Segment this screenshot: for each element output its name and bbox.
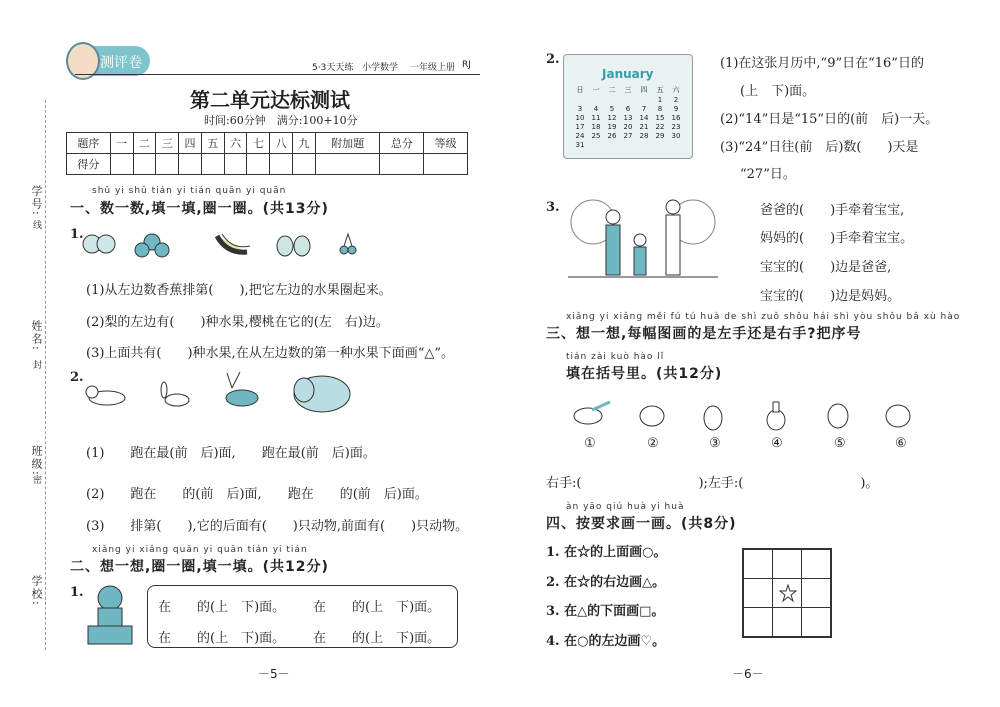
score-header-cell: 等级: [424, 133, 468, 154]
stacked-shapes-icon: [84, 584, 136, 646]
score-header-cell: 八: [270, 133, 293, 154]
calendar-title: January: [602, 67, 654, 81]
right-q2-item-2: (2)“14”日是“15”日的(前 后)一天。: [720, 112, 939, 127]
section1-title: 一、数一数,填一填,圈一圈。(共13分): [70, 201, 329, 217]
score-cell[interactable]: [201, 154, 224, 175]
hand-label-6: ⑥: [895, 436, 907, 451]
score-cell[interactable]: [424, 154, 468, 175]
score-cell[interactable]: [179, 154, 202, 175]
score-header-cell: 一: [110, 133, 133, 154]
score-cell[interactable]: [110, 154, 133, 175]
score-header-cell: 五: [201, 133, 224, 154]
seal-mark-seal: 封: [31, 360, 41, 371]
banana-icon: [217, 234, 250, 252]
section4-item-4: 4. 在○的左边画♡。: [546, 634, 666, 649]
rabbit-icon: [161, 382, 189, 406]
right-q3-number: 3.: [546, 200, 560, 215]
score-header-cell: 四: [179, 133, 202, 154]
class-label: 班级:: [30, 445, 43, 477]
right-q2-number: 2.: [546, 52, 560, 67]
right-q3-item-3: 宝宝的( )边是爸爸,: [760, 260, 892, 275]
box-item-4: 在 的(上 下)面。: [313, 631, 441, 646]
pear-icon: [277, 236, 310, 256]
hand-label-2: ②: [647, 436, 659, 451]
score-row-label: 得分: [67, 154, 111, 175]
score-cell[interactable]: [293, 154, 316, 175]
school-label: 学校:: [30, 575, 43, 607]
section4-pinyin: àn yāo qiú huà yi huà: [566, 502, 685, 512]
calendar: [563, 54, 693, 159]
score-header-cell: 七: [247, 133, 270, 154]
q1-item-2: (2)梨的左边有( )种水果,樱桃在它的(左 右)边。: [86, 315, 389, 330]
score-cell[interactable]: [133, 154, 156, 175]
hand-writing-icon: [574, 402, 610, 424]
hand-row: [570, 398, 920, 434]
section2-q1-number: 1.: [70, 585, 84, 600]
fist-icon: [886, 405, 910, 427]
score-header-cell: 九: [293, 133, 316, 154]
elephant-icon: [294, 376, 350, 412]
section4-item-2: 2. 在☆的右边画△。: [546, 575, 666, 590]
series-label: 5·3天天练: [312, 63, 354, 73]
hand-answer: 右手:( );左手:( )。: [546, 476, 879, 491]
q2-item-2: (2) 跑在 的(前 后)面, 跑在 的(前 后)面。: [86, 487, 428, 502]
box-item-2: 在 的(上 下)面。: [313, 600, 441, 615]
section4-item-3: 3. 在△的下面画□。: [546, 604, 665, 619]
seal-mark-line: 线: [31, 220, 41, 231]
hand-label-3: ③: [709, 436, 721, 451]
page-number-right: －6－: [732, 667, 764, 681]
badge-text: 测评卷: [100, 55, 142, 71]
section3-title-2: 填在括号里。(共12分): [566, 366, 723, 382]
score-header-cell: 六: [224, 133, 247, 154]
page-number-left: －5－: [258, 667, 290, 681]
grade-label: 一年级上册: [410, 63, 456, 73]
edition-label: RJ: [462, 60, 471, 70]
q1-number: 1.: [70, 227, 84, 242]
q2-item-3: (3) 排第( ),它的后面有( )只动物,前面有( )只动物。: [86, 519, 469, 534]
hand-point-icon: [640, 406, 664, 426]
q2-item-1: (1) 跑在最(前 后)面, 跑在最(前 后)面。: [86, 446, 376, 461]
section3-pinyin: xiǎng yi xiǎng měi fú tú huà de shì zuǒ shǒu hái shì yòu shǒu bǎ xù hào: [566, 312, 961, 322]
hand-down-icon: [828, 404, 848, 428]
right-q3-item-1: 爸爸的( )手牵着宝宝,: [760, 203, 905, 218]
box-item-1: 在 的(上 下)面。: [158, 600, 286, 615]
section3-title: 三、想一想,每幅图画的是左手还是右手?把序号: [546, 326, 862, 342]
section4-title: 四、按要求画一画。(共8分): [546, 516, 737, 532]
animal-row: [82, 368, 372, 420]
section4-item-1: 1. 在☆的上面画○。: [546, 545, 667, 560]
page-subtitle: 时间:60分钟 满分:100+10分: [204, 114, 358, 127]
score-cell[interactable]: [247, 154, 270, 175]
score-cell[interactable]: [156, 154, 179, 175]
score-cell[interactable]: [224, 154, 247, 175]
section3-pinyin-2: tián zài kuò hào lǐ: [566, 352, 665, 362]
subject-label: 小学数学: [362, 63, 399, 73]
page-title: 第二单元达标测试: [190, 88, 350, 112]
box-item-3: 在 的(上 下)面。: [158, 631, 286, 646]
dog-icon: [86, 386, 125, 405]
score-header-cell: 二: [133, 133, 156, 154]
score-header-cell: 题序: [67, 133, 111, 154]
q2-number: 2.: [70, 370, 84, 385]
score-header-cell: 三: [156, 133, 179, 154]
calendar-grid: 日 一 二 三 四 五 六 1 2 3 4 5 6 7 8 9 10 11 12 13 14 15 16 17 18 19 20 21 22 23 24 25 26 27 28 29 30 31: [575, 86, 681, 149]
family-illustration: [568, 192, 718, 292]
hand-label-1: ①: [584, 436, 596, 451]
binding-line: [45, 100, 46, 650]
cherry-icon: [340, 234, 356, 254]
q1-item-1: (1)从左边数香蕉排第( ),把它左边的水果圈起来。: [86, 283, 392, 298]
right-q2-item-1b: (上 下)面。: [740, 84, 816, 99]
student-no-label: 学号:: [30, 185, 43, 217]
score-cell[interactable]: [315, 154, 380, 175]
hand-up-icon: [704, 406, 722, 430]
score-table: [66, 132, 468, 175]
deer-icon: [226, 372, 258, 406]
q1-item-3: (3)上面共有( )种水果,在从左边数的第一种水果下面画“△”。: [86, 346, 454, 361]
score-header-cell: 附加题: [315, 133, 380, 154]
right-q3-item-4: 宝宝的( )边是妈妈。: [760, 289, 901, 304]
seal-mark-secret: 密: [31, 475, 41, 486]
section2-title: 二、想一想,圈一圈,填一填。(共12分): [70, 559, 329, 575]
header-rule: [75, 74, 480, 75]
right-q2-item-3b: “27”日。: [740, 167, 796, 182]
right-q3-item-2: 妈妈的( )手牵着宝宝。: [760, 231, 914, 246]
peach-icon: [83, 235, 115, 253]
star-icon: [779, 584, 797, 602]
right-q2-item-1: (1)在这张月历中,“9”日在“16”日的: [720, 56, 924, 71]
apple-icon: [135, 234, 169, 257]
name-label: 姓名:: [30, 320, 43, 352]
hand-label-5: ⑤: [834, 436, 846, 451]
score-cell[interactable]: [380, 154, 424, 175]
section2-pinyin: xiǎng yi xiǎng quān yi quān tián yi tián: [92, 545, 308, 555]
hand-label-4: ④: [771, 436, 783, 451]
fruit-row: [82, 228, 382, 258]
section1-pinyin: shǔ yi shǔ tián yi tián quān yi quān: [92, 186, 287, 196]
right-q2-item-3: (3)“24”日往(前 后)数( )天是: [720, 140, 919, 155]
score-cell[interactable]: [270, 154, 293, 175]
thumbs-up-icon: [767, 402, 785, 430]
score-header-cell: 总分: [380, 133, 424, 154]
